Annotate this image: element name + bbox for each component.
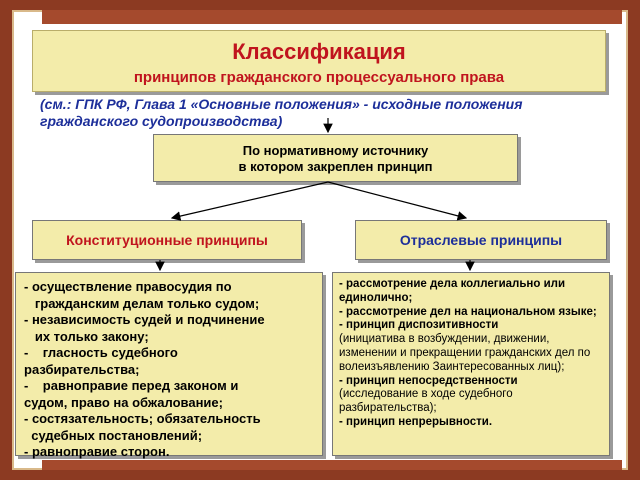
constitutional-principles-box: Конституционные принципы (32, 220, 302, 260)
list-item: - состязательность; обязательность судебных постановлений; (24, 411, 261, 443)
branch-principles-box: Отраслевые принципы (355, 220, 607, 260)
list-item: - гласность судебного разбирательства; (24, 345, 178, 377)
list-item: - осуществление правосудия по гражданским делам только судом; (24, 279, 260, 311)
page-title: Классификация (232, 39, 406, 64)
list-item-title: - рассмотрение дел на национальном языке; (339, 305, 597, 318)
criterion-line-2: в котором закреплен принцип (238, 159, 433, 174)
arrow-to-constitutional (172, 182, 328, 218)
criterion-line-1: По нормативному источнику (242, 143, 429, 158)
list-item-title: - принцип непрерывности. (339, 415, 493, 428)
list-item-title: - принцип непосредственности (339, 374, 518, 387)
list-item-title: - принцип диспозитивности (339, 319, 499, 332)
list-item-detail: (исследование в ходе судебного разбирательства); (339, 388, 516, 415)
reference-note: (см.: ГПК РФ, Глава 1 «Основные положения» - исходные положения гражданского судопроизводства) (40, 96, 523, 129)
list-item-detail: (инициатива в возбуждении, движении, изменении и прекращении гражданских дел по волеизъявлению Заинтересованных лиц); (339, 333, 594, 373)
list-item-title: - рассмотрение дела коллегиально или единолично; (339, 278, 569, 304)
arrow-to-branch (328, 182, 466, 218)
page-subtitle: принципов гражданского процессуального права (133, 69, 505, 86)
list-item: - независимость судей и подчинение их только закону; (24, 312, 265, 344)
list-item: - равноправие перед законом и судом, право на обжалование; (24, 378, 239, 410)
list-item: - равноправие сторон. (24, 444, 170, 459)
